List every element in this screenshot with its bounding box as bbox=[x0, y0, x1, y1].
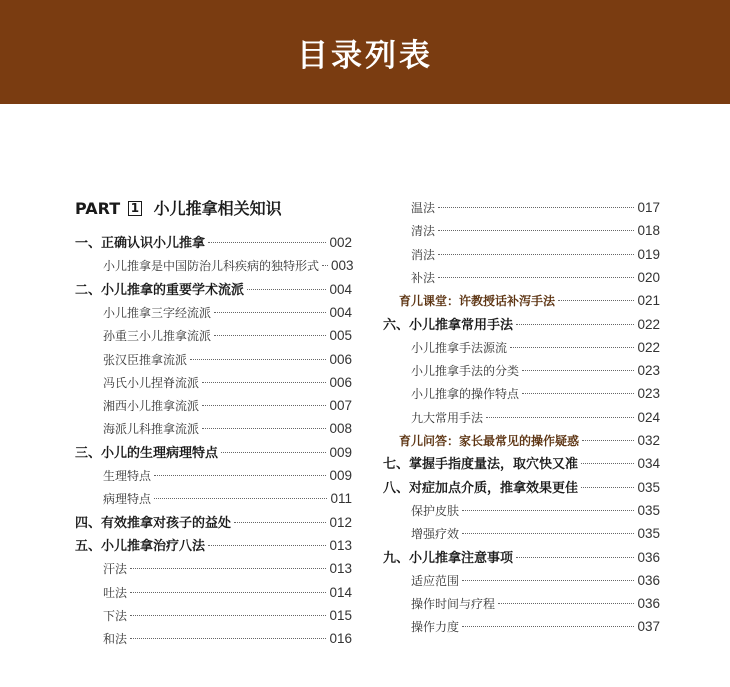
dot-leader bbox=[516, 557, 634, 558]
toc-entry-title: 七、掌握手指度量法，取穴快又准 bbox=[383, 457, 579, 473]
toc-entry-title: 吐法 bbox=[103, 585, 128, 600]
toc-entry-page: 017 bbox=[637, 200, 660, 215]
toc-entry-page: 015 bbox=[329, 607, 352, 623]
toc-entry-page: 036 bbox=[637, 572, 660, 588]
dot-leader bbox=[214, 312, 326, 313]
toc-entry-title: 小儿推拿手法的分类 bbox=[411, 364, 520, 379]
dot-leader bbox=[208, 242, 326, 243]
dot-leader bbox=[202, 428, 326, 429]
toc-entry-title: 消法 bbox=[411, 247, 436, 262]
toc-entry-title: 五、小儿推拿治疗八法 bbox=[75, 538, 206, 554]
toc-entry-title: 增强疗效 bbox=[411, 527, 460, 542]
toc-entry-page: 037 bbox=[637, 619, 660, 635]
toc-entry-page: 014 bbox=[329, 584, 352, 600]
toc-entry[interactable] bbox=[103, 466, 352, 486]
toc-entry-title: 孙重三小儿推拿流派 bbox=[103, 329, 212, 344]
dot-leader bbox=[247, 289, 326, 290]
toc-entry-page: 013 bbox=[329, 537, 352, 553]
toc-entry-title: 九、小儿推拿注意事项 bbox=[383, 550, 514, 566]
toc-entry[interactable] bbox=[103, 559, 352, 579]
toc-entry[interactable] bbox=[399, 431, 660, 451]
toc-entry-title: 湘西小儿推拿流派 bbox=[103, 399, 200, 414]
toc-entry-title: 张汉臣推拿流派 bbox=[103, 352, 188, 367]
toc-entry-page: 022 bbox=[637, 316, 660, 332]
toc-entry-page: 035 bbox=[637, 502, 660, 518]
toc-entry-page: 005 bbox=[329, 328, 352, 344]
toc-entry-title: 小儿推拿手法源流 bbox=[411, 340, 508, 355]
dot-leader bbox=[581, 487, 634, 488]
toc-entry-title: 保护皮肤 bbox=[411, 503, 460, 518]
toc-entry-title: 一、正确认识小儿推拿 bbox=[75, 236, 206, 251]
toc-entry[interactable] bbox=[103, 326, 352, 346]
toc-entry[interactable] bbox=[103, 396, 352, 416]
toc-entry[interactable] bbox=[103, 583, 352, 603]
toc-entry-page: 008 bbox=[329, 421, 352, 437]
toc-entry-page: 032 bbox=[637, 433, 660, 448]
dot-leader bbox=[498, 603, 634, 604]
part-number-box: 1 bbox=[128, 201, 142, 216]
toc-entry[interactable] bbox=[411, 268, 660, 288]
toc-entry-title: 清法 bbox=[411, 224, 436, 239]
toc-entry[interactable] bbox=[411, 571, 660, 591]
part-title: 小儿推拿相关知识 bbox=[153, 199, 282, 218]
toc-entry-page: 035 bbox=[637, 526, 660, 542]
toc-entry[interactable] bbox=[411, 617, 660, 637]
toc-entry[interactable] bbox=[411, 221, 660, 241]
toc-entry-page: 021 bbox=[637, 293, 660, 309]
dot-leader bbox=[510, 347, 634, 348]
toc-entry[interactable] bbox=[103, 256, 352, 276]
toc-entry-title: 八、对症加点介质，推拿效果更佳 bbox=[383, 480, 579, 496]
toc-entry-page: 034 bbox=[637, 456, 660, 472]
dot-leader bbox=[438, 254, 634, 255]
toc-entry-page: 011 bbox=[330, 491, 352, 507]
toc-entry-title: 温法 bbox=[411, 201, 436, 215]
toc-entry-page: 004 bbox=[329, 281, 352, 297]
toc-entry[interactable] bbox=[383, 548, 660, 568]
dot-leader bbox=[462, 580, 634, 581]
toc-entry-page: 023 bbox=[637, 386, 660, 402]
toc-entry[interactable] bbox=[383, 315, 660, 335]
toc-entry-title: 育儿课堂：许教授话补泻手法 bbox=[399, 294, 556, 309]
toc-entry-title: 二、小儿推拿的重要学术流派 bbox=[75, 282, 245, 298]
toc-entry[interactable] bbox=[411, 361, 660, 381]
toc-entry-page: 002 bbox=[329, 235, 352, 250]
toc-entry-page: 004 bbox=[329, 304, 352, 320]
toc-entry[interactable] bbox=[75, 280, 352, 300]
toc-entry-page: 036 bbox=[637, 549, 660, 565]
part-label: PART bbox=[75, 199, 121, 218]
toc-entry[interactable] bbox=[103, 606, 352, 626]
toc-entry[interactable] bbox=[411, 198, 660, 218]
toc-entry-title: 补法 bbox=[411, 270, 436, 285]
toc-entry[interactable] bbox=[103, 489, 352, 509]
toc-entry-page: 013 bbox=[329, 561, 352, 577]
toc-entry[interactable] bbox=[411, 338, 660, 358]
toc-entry-title: 和法 bbox=[103, 632, 128, 647]
page-title: 目录列表 bbox=[297, 38, 433, 74]
toc-entry-title: 生理特点 bbox=[103, 469, 152, 483]
dot-leader bbox=[130, 638, 326, 639]
toc-entry-page: 007 bbox=[329, 398, 352, 414]
toc-entry[interactable] bbox=[411, 501, 660, 521]
toc-entry-page: 023 bbox=[637, 363, 660, 379]
dot-leader bbox=[582, 440, 634, 441]
toc-entry-page: 024 bbox=[637, 409, 660, 425]
toc-entry[interactable] bbox=[103, 303, 352, 323]
toc-entry-page: 006 bbox=[329, 374, 352, 390]
toc-entry-title: 小儿推拿是中国防治儿科疾病的独特形式 bbox=[103, 259, 320, 274]
dot-leader bbox=[214, 335, 326, 336]
toc-entry[interactable] bbox=[383, 454, 660, 474]
dot-leader bbox=[438, 230, 634, 231]
toc-entry[interactable] bbox=[75, 443, 352, 463]
toc-entry-page: 016 bbox=[329, 631, 352, 647]
toc-entry[interactable] bbox=[411, 245, 660, 265]
dot-leader bbox=[130, 615, 326, 616]
toc-entry-page: 036 bbox=[637, 596, 660, 612]
dot-leader bbox=[438, 277, 634, 278]
toc-entry[interactable] bbox=[103, 629, 352, 649]
dot-leader bbox=[190, 359, 326, 360]
dot-leader bbox=[522, 393, 634, 394]
dot-leader bbox=[462, 510, 634, 511]
dot-leader bbox=[202, 382, 326, 383]
dot-leader bbox=[322, 265, 328, 266]
toc-entry-title: 适应范围 bbox=[411, 573, 460, 588]
dot-leader bbox=[558, 300, 634, 301]
toc-entry-page: 020 bbox=[637, 269, 660, 285]
dot-leader bbox=[130, 592, 326, 593]
toc-entry-title: 小儿推拿三字经流派 bbox=[103, 305, 212, 320]
toc-entry-title: 三、小儿的生理病理特点 bbox=[75, 445, 219, 461]
dot-leader bbox=[462, 626, 634, 627]
toc-entry[interactable] bbox=[383, 478, 660, 498]
toc-entry-title: 下法 bbox=[103, 608, 128, 623]
toc-entry-page: 012 bbox=[329, 514, 352, 530]
dot-leader bbox=[462, 533, 634, 534]
dot-leader bbox=[202, 405, 326, 406]
dot-leader bbox=[581, 463, 634, 464]
toc-entry-title: 冯氏小儿捏脊流派 bbox=[103, 375, 200, 390]
dot-leader bbox=[486, 417, 634, 418]
toc-entry[interactable] bbox=[75, 536, 352, 556]
toc-entry[interactable] bbox=[411, 384, 660, 404]
toc-entry-title: 病理特点 bbox=[103, 492, 152, 507]
toc-entry-page: 006 bbox=[329, 351, 352, 367]
toc-entry[interactable] bbox=[75, 513, 352, 533]
toc-entry[interactable] bbox=[411, 408, 660, 428]
toc-entry-title: 育儿问答：家长最常见的操作疑惑 bbox=[399, 434, 580, 448]
toc-entry-title: 汗法 bbox=[103, 562, 128, 577]
toc-entry[interactable] bbox=[411, 594, 660, 614]
toc-entry[interactable] bbox=[411, 524, 660, 544]
dot-leader bbox=[154, 498, 327, 499]
toc-entry[interactable] bbox=[103, 373, 352, 393]
toc-entry[interactable] bbox=[103, 419, 352, 439]
toc-entry-page: 022 bbox=[637, 339, 660, 355]
title-banner bbox=[0, 0, 730, 104]
toc-entry-title: 海派儿科推拿流派 bbox=[103, 422, 200, 437]
dot-leader bbox=[516, 324, 634, 325]
toc-entry-page: 009 bbox=[329, 444, 352, 460]
toc-entry-title: 四、有效推拿对孩子的益处 bbox=[75, 515, 232, 531]
toc-entry-title: 九大常用手法 bbox=[411, 410, 484, 425]
toc-entry-page: 035 bbox=[637, 479, 660, 495]
toc-entry[interactable] bbox=[103, 350, 352, 370]
dot-leader bbox=[522, 370, 634, 371]
toc-entry-title: 小儿推拿的操作特点 bbox=[411, 387, 520, 402]
toc-entry-title: 操作力度 bbox=[411, 620, 460, 635]
dot-leader bbox=[130, 568, 326, 569]
toc-entry-page: 003 bbox=[331, 258, 354, 274]
dot-leader bbox=[234, 522, 326, 523]
dot-leader bbox=[221, 452, 326, 453]
dot-leader bbox=[438, 207, 634, 208]
toc-entry-page: 009 bbox=[329, 468, 352, 483]
dot-leader bbox=[154, 475, 326, 476]
toc-entry-title: 六、小儿推拿常用手法 bbox=[383, 317, 514, 333]
toc-entry[interactable] bbox=[75, 233, 352, 253]
toc-entry[interactable] bbox=[399, 291, 660, 311]
toc-entry-page: 019 bbox=[637, 246, 660, 262]
toc-entry-title: 操作时间与疗程 bbox=[411, 597, 496, 612]
toc-entry-page: 018 bbox=[637, 223, 660, 239]
part-heading bbox=[75, 196, 282, 219]
dot-leader bbox=[208, 545, 326, 546]
